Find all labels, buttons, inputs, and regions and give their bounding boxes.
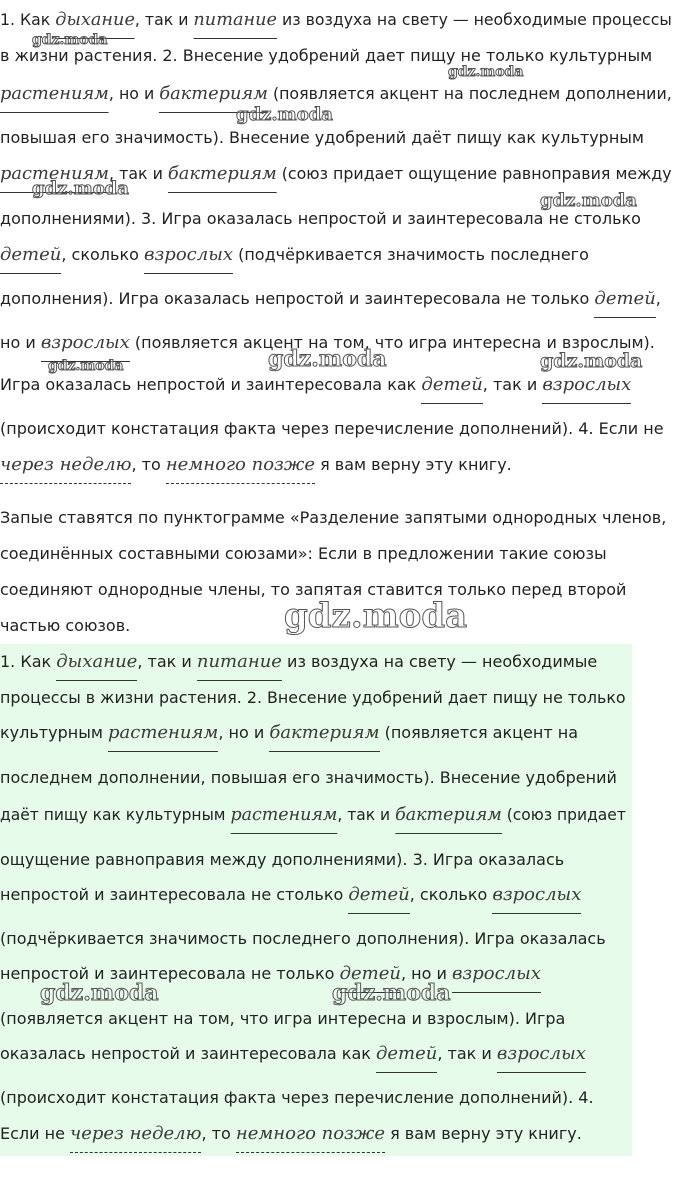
text-segment: культурным [0, 723, 108, 742]
handwritten-underlined-word: питание [193, 9, 277, 39]
text-segment: , так и [437, 1044, 497, 1063]
text-segment: , но и [400, 964, 452, 983]
handwritten-underlined-word: растениям [108, 722, 218, 752]
text-segment: Игра оказалась непростой и заинтересовала как [0, 375, 422, 394]
handwritten-underlined-word: растениям [0, 83, 109, 113]
text-segment: Запые ставятся по пунктограмме «Разделение запятыми однородных членов, [0, 508, 667, 527]
text-segment: (союз придает [501, 805, 626, 824]
text-line [0, 850, 564, 870]
text-line [0, 84, 672, 104]
text-segment: (появляется акцент на последнем дополнении, [267, 84, 672, 103]
text-line [0, 1044, 586, 1064]
text-segment: в жизни растения. 2. Внесение удобрений дает пищу не только культурным [0, 46, 653, 65]
text-line [0, 688, 626, 708]
watermark: gdz.moda [40, 980, 159, 1006]
handwritten-underlined-word: взрослых [144, 244, 233, 274]
handwritten-underlined-word: дыхание [55, 9, 135, 39]
text-segment: (появляется акцент на том, что игра интересна и взрослым). Игра [0, 1009, 566, 1028]
watermark: gdz.moda [48, 358, 124, 374]
text-segment: (подчёркивается значимость последнего [233, 245, 589, 264]
text-segment: , сколько [61, 245, 144, 264]
text-segment: повышая его значимость). Внесение удобрений даёт пищу как культурным [0, 128, 644, 147]
text-segment: (подчёркивается значимость последнего дополнения). Игра оказалась [0, 929, 606, 948]
text-segment: даёт пищу как культурным [0, 805, 231, 824]
text-segment: , так и [137, 652, 197, 671]
handwritten-underlined-word: бактериям [269, 722, 379, 752]
handwritten-underlined-word: растениям [0, 163, 109, 193]
handwritten-underlined-word: детей [348, 884, 409, 914]
watermark: gdz.moda [236, 104, 333, 125]
text-line [0, 652, 597, 672]
handwritten-underlined-word: немного позже [236, 1123, 385, 1153]
watermark: gdz.moda [332, 980, 451, 1006]
text-line [0, 929, 606, 949]
text-segment: , так и [482, 375, 543, 394]
text-segment: , так и [337, 805, 396, 824]
handwritten-underlined-word: немного позже [166, 454, 315, 484]
text-line [0, 419, 664, 439]
text-segment: (происходит констатация факта через перечисление дополнений). 4. Если не [0, 419, 664, 438]
handwritten-underlined-word: питание [197, 651, 282, 681]
text-segment: 1. Как [0, 10, 56, 29]
watermark: gdz.moda [540, 350, 643, 372]
text-line [0, 723, 578, 743]
text-segment: оказалась непростой и заинтересовала как [0, 1044, 376, 1063]
handwritten-underlined-word: растениям [230, 804, 337, 834]
text-segment: но и [0, 333, 41, 352]
text-segment: дополнения). Игра оказалась непростой и заинтересовала не только [0, 289, 595, 308]
handwritten-underlined-word: бактериям [159, 83, 268, 113]
text-line [0, 209, 641, 229]
handwritten-underlined-word: взрослых [492, 884, 581, 914]
text-line [0, 455, 512, 475]
handwritten-underlined-word: взрослых [452, 963, 541, 993]
watermark: gdz.moda [32, 32, 108, 48]
text-segment: , так и [134, 10, 194, 29]
text-segment: непростой и заинтересовала не только [0, 964, 340, 983]
text-segment: (происходит констатация факта через перечисление дополнений). 4. [0, 1088, 594, 1107]
text-line [0, 544, 607, 564]
text-line [0, 375, 631, 395]
text-line [0, 1124, 582, 1144]
handwritten-underlined-word: детей [421, 374, 482, 404]
text-line [0, 1088, 594, 1108]
handwritten-underlined-word: детей [0, 244, 61, 274]
text-segment: (союз придает ощущение равноправия между [276, 164, 672, 183]
text-segment: , но и [108, 84, 160, 103]
text-segment: 1. Как [0, 652, 57, 671]
text-segment: соединённых составными союзами»: Если в предложении такие союзы [0, 544, 607, 563]
text-segment: , то [131, 455, 166, 474]
text-segment: , так и [109, 164, 168, 183]
watermark: gdz.moda [32, 178, 129, 199]
text-segment: ощущение равноправия между дополнениями). 3. Игра оказалась [0, 850, 565, 869]
handwritten-underlined-word: детей [340, 963, 401, 993]
text-segment: последнем дополнении, повышая его значимость). Внесение удобрений [0, 768, 617, 787]
text-segment: я вам верну эту книгу. [385, 1124, 582, 1143]
text-segment: соединяют однородные члены, то запятая ставится только перед второй [0, 580, 627, 599]
text-segment: Если не [0, 1124, 71, 1143]
handwritten-underlined-word: взрослых [41, 332, 130, 362]
watermark: gdz.moda [284, 596, 468, 636]
text-segment: дополнениями). 3. Игра оказалась непростой и заинтересовала не столько [0, 209, 641, 228]
text-line [0, 128, 644, 148]
text-segment: из воздуха на свету — необходимые процессы [277, 10, 672, 29]
handwritten-underlined-word: детей [594, 288, 655, 318]
watermark: gdz.moda [268, 346, 387, 372]
handwritten-underlined-word: бактериям [168, 163, 277, 193]
text-segment: процессы в жизни растения. 2. Внесение удобрений дает пищу не только [0, 688, 626, 707]
handwritten-underlined-word: дыхание [56, 651, 137, 681]
text-segment: (появляется акцент на том, что игра интересна и взрослым). [129, 333, 655, 352]
text-line [0, 46, 652, 66]
text-line [0, 805, 626, 825]
text-segment: из воздуха на свету — необходимые [281, 652, 598, 671]
text-segment: (появляется акцент на [379, 723, 578, 742]
watermark: gdz.moda [448, 64, 524, 80]
text-line [0, 289, 661, 309]
handwritten-underlined-word: бактериям [395, 804, 502, 834]
text-segment: , [655, 289, 661, 308]
text-line [0, 245, 589, 265]
text-segment: , то [201, 1124, 236, 1143]
text-segment: частью союзов. [0, 616, 131, 635]
text-line [0, 1009, 565, 1029]
text-line [0, 508, 666, 528]
handwritten-underlined-word: взрослых [497, 1043, 586, 1073]
handwritten-underlined-word: детей [376, 1043, 437, 1073]
handwritten-underlined-word: через неделю [70, 1123, 201, 1153]
text-line [0, 885, 581, 905]
text-line [0, 10, 672, 30]
watermark: gdz.moda [540, 190, 637, 211]
text-segment: , сколько [409, 885, 493, 904]
text-segment: непростой и заинтересовала не столько [0, 885, 349, 904]
text-segment: я вам верну эту книгу. [314, 455, 512, 474]
handwritten-underlined-word: взрослых [542, 374, 631, 404]
text-line [0, 768, 617, 788]
text-line [0, 616, 130, 636]
text-segment: , но и [218, 723, 270, 742]
handwritten-underlined-word: через неделю [0, 454, 131, 484]
